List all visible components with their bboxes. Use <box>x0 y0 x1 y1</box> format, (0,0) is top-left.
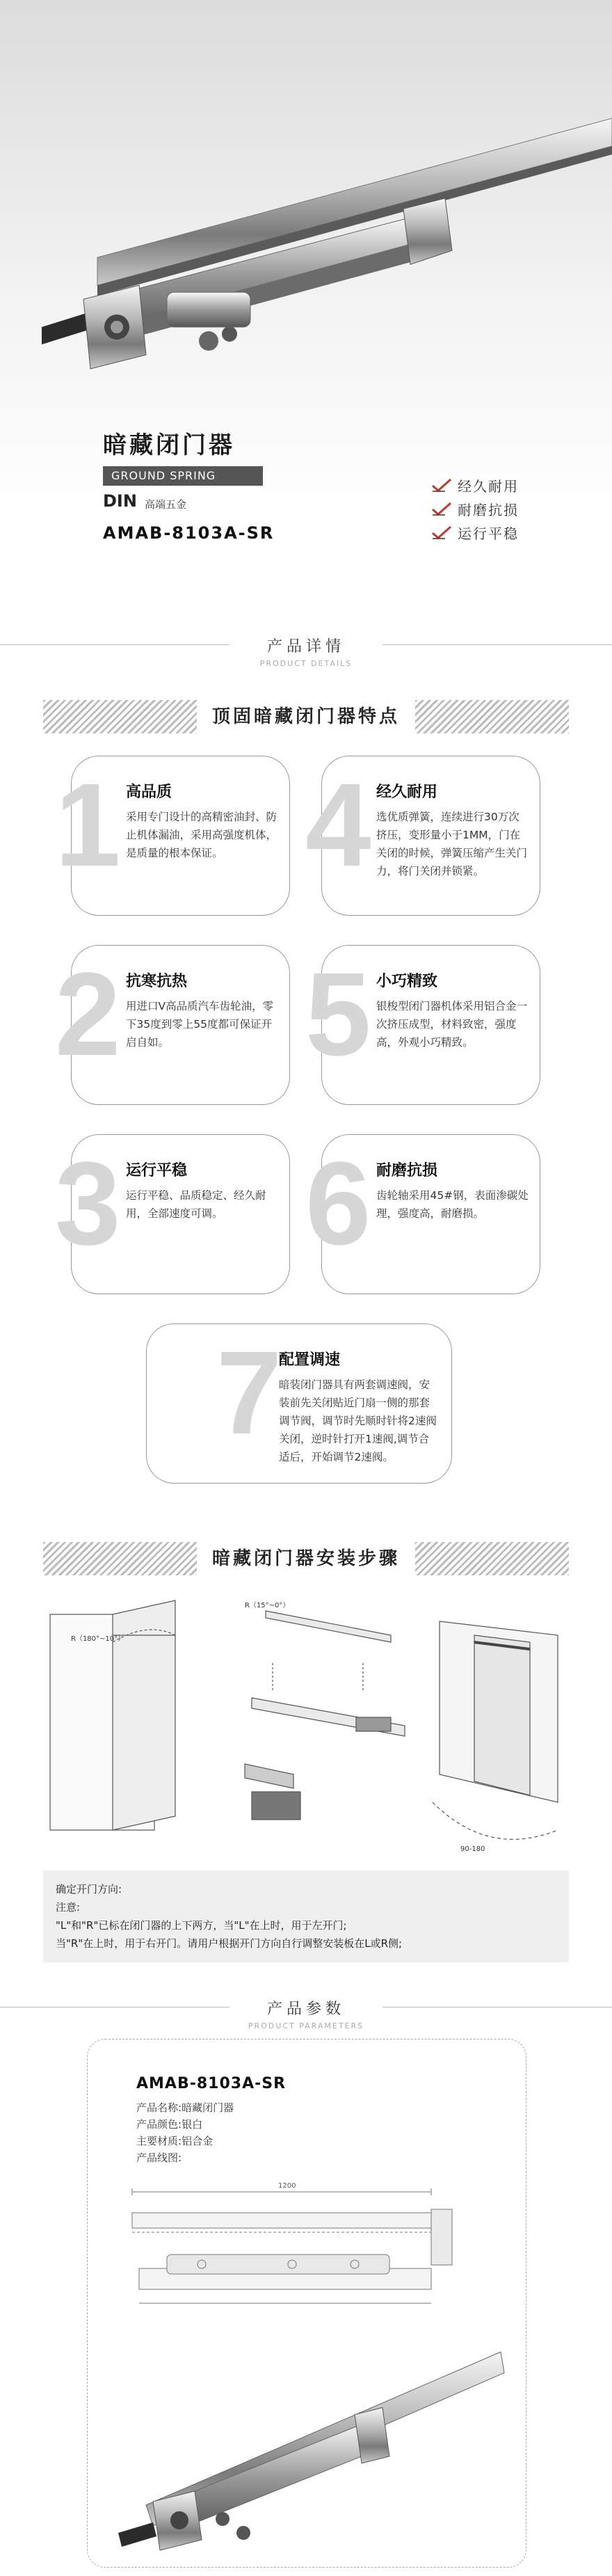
angle-label-1: R（180°~10°） <box>71 1635 125 1643</box>
parts-exploded-diagram <box>245 1611 405 1820</box>
room-install-diagram <box>433 1621 558 1839</box>
brand-logo: DIN <box>103 491 137 511</box>
dimension-label: 90-180 <box>460 1845 485 1853</box>
card-title: 经久耐用 <box>376 784 438 801</box>
section-title: 产品详情 <box>266 638 345 655</box>
section-header-details <box>0 635 612 668</box>
card-description: 运行平稳、品质稳定、经久耐用，全部速度可调。 <box>126 1189 266 1220</box>
product-image-bottom <box>104 2324 508 2554</box>
card-description: 暗装闭门器具有两套调速阀，安装前先关闭贴近门扇一侧的那套调节阀，调节时先顺时针将2速阀关闭，逆时针打开1速阀,调节合适后，开始调节2速阀。 <box>279 1378 437 1463</box>
product-english-name: GROUND SPRING <box>103 466 263 486</box>
feature-card-2 <box>55 945 290 1105</box>
check-icon <box>431 501 452 516</box>
banner-title: 暗藏闭门器安装步骤 <box>197 1542 415 1575</box>
param-key: 主要材质: <box>136 2135 182 2147</box>
feature-card-1 <box>55 756 290 916</box>
param-value: 铝合金 <box>182 2135 214 2147</box>
card-number: 4 <box>305 759 371 891</box>
param-value: 银白 <box>182 2118 203 2131</box>
card-number: 2 <box>55 948 121 1081</box>
feature-item <box>431 497 519 520</box>
section-subtitle: PRODUCT DETAILS <box>259 659 353 668</box>
card-title: 抗寒抗热 <box>126 973 188 990</box>
features-banner <box>43 700 569 733</box>
card-title: 配置调速 <box>279 1351 341 1369</box>
drawing-dimension: 1200 <box>278 2182 296 2190</box>
product-model: AMAB-8103A-SR <box>103 523 275 543</box>
card-number: 5 <box>305 948 371 1081</box>
angle-label-2: R（15°~0°） <box>245 1602 290 1609</box>
feature-label: 运行平稳 <box>458 525 519 542</box>
section-header-params <box>0 1997 612 2030</box>
card-number: 1 <box>55 759 121 891</box>
card-number: 6 <box>305 1138 371 1270</box>
check-icon <box>431 525 452 540</box>
banner-title: 顶固暗藏闭门器特点 <box>197 700 415 733</box>
feature-card-3 <box>55 1134 290 1294</box>
param-key: 产品线图: <box>136 2152 182 2164</box>
check-icon <box>431 477 452 493</box>
install-diagram <box>43 1593 569 1865</box>
section-subtitle: PRODUCT PARAMETERS <box>248 2021 364 2030</box>
card-title: 耐磨抗损 <box>376 1162 438 1179</box>
feature-card-6 <box>305 1134 540 1294</box>
param-key: 产品名称: <box>136 2101 182 2114</box>
param-row-drawing <box>136 2150 182 2165</box>
install-notes <box>43 1870 569 1962</box>
feature-card-7 <box>146 1323 452 1484</box>
card-description: 用进口V高品质汽车齿轮油，零下35度到零上55度都可保证开启自如。 <box>126 1000 274 1049</box>
notes-line-2: 当"R"在上时，用于右开门。请用户根据开门方向自行调整安装板在L或R侧; <box>56 1937 403 1950</box>
card-number: 3 <box>55 1138 121 1270</box>
feature-item <box>431 520 519 544</box>
notes-title: 确定开门方向: <box>56 1883 122 1895</box>
product-title: 暗藏闭门器 <box>103 431 235 459</box>
card-description: 齿轮轴采用45#钢，表面渗碳处理，强度高，耐磨损。 <box>376 1189 529 1220</box>
feature-list <box>431 473 519 544</box>
param-row-name <box>136 2100 234 2115</box>
section-title: 产品参数 <box>266 2001 345 2018</box>
param-row-material <box>136 2133 213 2148</box>
card-description: 采用专门设计的高精密油封、防止机体漏油，采用高强度机体，是质量的根本保证。 <box>126 811 277 859</box>
card-description: 选优质弹簧，连续进行30万次挤压，变形量小于1MM，门在关闭的时候，弹簧压缩产生关门力，将门关闭并锁紧。 <box>376 811 528 877</box>
param-key: 产品颜色: <box>136 2118 182 2131</box>
card-description: 银梭型闭门器机体采用铝合金一次挤压成型，材料致密，强度高，外观小巧精致。 <box>376 1000 528 1049</box>
card-number: 7 <box>216 1327 282 1459</box>
feature-label: 耐磨抗损 <box>458 501 519 518</box>
technical-drawing <box>125 2171 501 2324</box>
feature-item <box>431 473 519 497</box>
brand-subtitle: 高端五金 <box>145 498 187 511</box>
card-title: 运行平稳 <box>126 1162 188 1179</box>
card-title: 小巧精致 <box>376 973 438 990</box>
param-value: 暗藏闭门器 <box>182 2101 234 2114</box>
card-title: 高品质 <box>126 784 172 801</box>
feature-label: 经久耐用 <box>458 477 519 495</box>
params-model: AMAB-8103A-SR <box>136 2075 287 2092</box>
door-closer-hero-image <box>0 0 612 418</box>
param-row-color <box>136 2117 202 2131</box>
notes-line-1: "L"和"R"已标在闭门器的上下两方，当"L"在上时，用于左开门; <box>56 1919 347 1932</box>
feature-card-5 <box>305 945 540 1105</box>
feature-card-4 <box>305 756 540 916</box>
install-banner <box>43 1542 569 1575</box>
notes-label: 注意: <box>56 1901 81 1914</box>
